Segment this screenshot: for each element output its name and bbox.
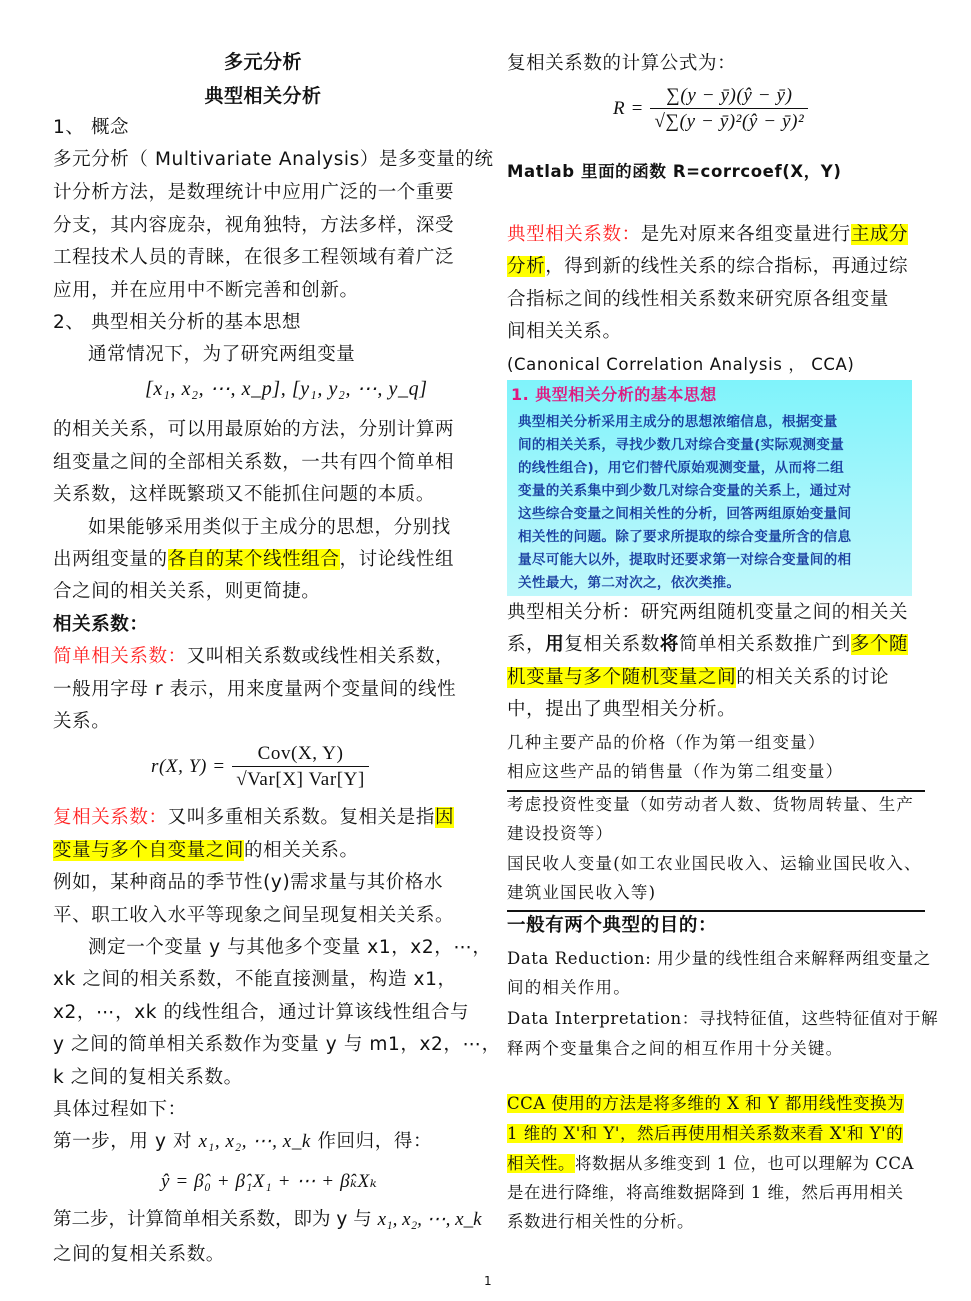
highlight: 因 xyxy=(435,807,455,828)
step2-vars: x₁, x₂, ⋯, x_k xyxy=(377,1209,482,1230)
example-investment-l2: 建设投资等） xyxy=(507,824,614,843)
divider-bottom xyxy=(507,910,925,912)
section-2-heading: 2、 典型相关分析的基本思想 xyxy=(53,312,302,333)
formula-lhs: R = xyxy=(613,98,644,119)
measure-line-3: y 之间的简单相关系数作为变量 y 与 m1，x2，⋯， xyxy=(53,1034,501,1055)
text: 第二步，计算简单相关系数，即为 y 与 xyxy=(53,1209,372,1230)
cca-method-l1 xyxy=(507,1092,904,1116)
box-line-0: 典型相关分析采用主成分的思想浓缩信息，根据变量 xyxy=(518,414,838,430)
multi-corr-line1 xyxy=(53,806,454,830)
s1-line-4: 应用，并在应用中不断完善和创新。 xyxy=(53,280,359,301)
measure-line-2: x2，⋯，xk 的线性组合，通过计算该线性组合与 xyxy=(53,1002,470,1023)
highlight-linear-combo: 各自的某个线性组合 xyxy=(167,549,340,570)
simple-corr-line2: 一般用字母 r 表示，用来度量两个变量间的线性 xyxy=(53,679,457,700)
highlight: CCA 使用的方法是将多维的 X 和 Y 都用线性变换为 xyxy=(507,1094,905,1113)
text: 的相关关系的讨论 xyxy=(736,667,890,688)
s1-line-1: 计分析方法，是数理统计中应用广泛的一个重要 xyxy=(53,182,455,203)
data-reduction-l1: Data Reduction: 用少量的线性组合来解释两组变量之 xyxy=(507,949,931,968)
def-line4: 中，提出了典型相关分析。 xyxy=(507,699,737,720)
highlight: 分析 xyxy=(507,256,546,277)
cca-full-name: (Canonical Correlation Analysis ， CCA) xyxy=(507,355,855,374)
formula-lhs: r(X, Y) = xyxy=(151,756,226,777)
cca-method-l4: 是在进行降维，将高维数据降到 1 维，然后再用相关 xyxy=(507,1183,904,1202)
text: 作回归，得： xyxy=(317,1131,433,1152)
s2-p2-line1: 如果能够采用类似于主成分的思想，分别找 xyxy=(88,517,451,538)
text: 又叫相关系数或线性相关系数， xyxy=(186,646,455,667)
data-interpretation-l2: 释两个变量集合之间的相互作用十分关键。 xyxy=(507,1039,844,1058)
text: 将 xyxy=(659,634,679,655)
canon-line4: 间相关关系。 xyxy=(507,321,622,342)
text: 复相关系数 xyxy=(564,634,660,655)
formula-numerator: ∑(y − ȳ)(ŷ − ȳ) xyxy=(666,85,793,106)
text: 用 xyxy=(545,634,565,655)
s1-line-3: 工程技术人员的青睐，在很多工程领域有着广泛 xyxy=(53,247,455,268)
page-number: 1 xyxy=(484,1274,492,1288)
text: 系， xyxy=(507,634,546,655)
text: 第一步，用 y 对 xyxy=(53,1131,193,1152)
s2-p2-line2 xyxy=(53,548,454,572)
example-income-l1: 国民收人变量(如工农业国民收入、运输业国民收入、 xyxy=(507,854,922,873)
simple-corr-line1 xyxy=(53,645,454,669)
formula-intro: 复相关系数的计算公式为： xyxy=(507,53,737,74)
section-1-heading: 1、 概念 xyxy=(53,117,130,138)
canon-line1 xyxy=(507,223,908,247)
regression-formula: ŷ = β̂₀ + β̂₁X₁ + ⋯ + β̂ₖXₖ xyxy=(161,1171,378,1192)
text: 又叫多重相关系数。复相关是指 xyxy=(167,807,436,828)
def-line1: 典型相关分析：研究两组随机变量之间的相关关 xyxy=(507,602,909,623)
box-line-4: 这些综合变量之间相关性的分析，回答两组原始变量间 xyxy=(518,506,852,522)
canon-line2 xyxy=(507,255,908,279)
s1-line-2: 分支，其内容庞杂，视角独特，方法多样，深受 xyxy=(53,215,455,236)
matlab-line: Matlab 里面的函数 R=corrcoef(X，Y) xyxy=(507,162,842,181)
example-sales: 相应这些产品的销售量（作为第二组变量） xyxy=(507,762,844,781)
text: 的相关关系。 xyxy=(244,840,359,861)
def-line3 xyxy=(507,666,889,690)
data-interpretation-l1: Data Interpretation：寻找特征值，这些特征值对于解 xyxy=(507,1009,939,1028)
highlight: 变量与多个自变量之间 xyxy=(53,840,245,861)
measure-line-0: 测定一个变量 y 与其他多个变量 x1，x2，⋯， xyxy=(88,937,492,958)
simple-corr-formula xyxy=(151,742,369,792)
s2-line-0: 的相关关系，可以用最原始的方法，分别计算两 xyxy=(53,419,455,440)
box-line-6: 量尽可能大以外，提取时还要求第一对综合变量间的相 xyxy=(518,552,852,568)
text: ，讨论线性组 xyxy=(339,549,455,570)
s2-p2-line3: 合之间的相关关系，则更简捷。 xyxy=(53,581,321,602)
simple-corr-line3: 关系。 xyxy=(53,711,111,732)
highlight: 多个随 xyxy=(850,634,909,655)
multi-corr-formula xyxy=(613,84,808,134)
text: ，得到新的线性关系的综合指标，再通过综 xyxy=(545,256,909,277)
measure-line-1: xk 之间的相关系数，不能直接测量，构造 x1， xyxy=(53,969,457,990)
box-line-1: 间的相关关系，寻找少数几对综合变量(实际观测变量 xyxy=(518,437,845,453)
box-line-5: 相关性的问题。除了要求所提取的综合变量所含的信息 xyxy=(518,529,852,545)
multi-corr-line2 xyxy=(53,839,359,863)
formula-denominator: √∑(y − ȳ)²(ŷ − ȳ)² xyxy=(650,108,808,134)
process-heading: 具体过程如下： xyxy=(53,1099,187,1120)
highlight: 主成分 xyxy=(850,224,909,245)
divider-top xyxy=(507,790,925,792)
s2-intro: 通常情况下，为了研究两组变量 xyxy=(88,344,356,365)
example-income-l2: 建筑业国民收入等) xyxy=(507,883,657,902)
def-line2 xyxy=(507,633,908,657)
data-reduction-l2: 间的相关作用。 xyxy=(507,978,631,997)
step1-vars: x₁, x₂, ⋯, x_k xyxy=(198,1131,311,1152)
text: 简单相关系数推广到 xyxy=(678,634,851,655)
text: 将数据从多维变到 1 位，也可以理解为 CCA xyxy=(575,1154,914,1173)
step2-line xyxy=(53,1208,482,1232)
formula-numerator: Cov(X, Y) xyxy=(257,743,344,764)
highlight: 机变量与多个随机变量之间 xyxy=(507,667,737,688)
doc-title: 多元分析 xyxy=(223,51,302,73)
step1-line xyxy=(53,1130,432,1154)
canon-line3: 合指标之间的线性相关系数来研究原各组变量 xyxy=(507,289,890,310)
basic-idea-box xyxy=(507,380,912,596)
s2-line-1: 组变量之间的全部相关系数，一共有四个简单相 xyxy=(53,452,455,473)
box-line-3: 变量的关系集中到少数几对综合变量的关系上，通过对 xyxy=(518,483,852,499)
highlight: 1 维的 X'和 Y'，然后再使用相关系数来看 X'和 Y'的 xyxy=(507,1124,904,1143)
formula-fraction xyxy=(232,742,369,792)
step2-line2: 之间的复相关系数。 xyxy=(53,1244,225,1265)
multi-corr-term: 复相关系数： xyxy=(53,807,168,828)
cca-method-l2 xyxy=(507,1122,903,1146)
example-line-0: 例如，某种商品的季节性(y)需求量与其价格水 xyxy=(53,872,444,893)
purpose-heading: 一般有两个典型的目的： xyxy=(507,915,718,936)
simple-corr-term: 简单相关系数： xyxy=(53,646,187,667)
cca-method-l5: 系数进行相关性的分析。 xyxy=(507,1212,694,1231)
example-investment-l1: 考虑投资性变量（如劳动者人数、货物周转量、生产 xyxy=(507,795,915,814)
variable-sets-formula: [x₁, x₂, ⋯, x_p], [y₁, y₂, ⋯, y_q] xyxy=(145,378,428,400)
corr-heading: 相关系数： xyxy=(53,614,149,635)
text: 是先对原来各组变量进行 xyxy=(640,224,851,245)
text: 出两组变量的 xyxy=(53,549,168,570)
cca-method-l3 xyxy=(507,1152,914,1176)
canon-term: 典型相关系数： xyxy=(507,224,641,245)
measure-line-4: k 之间的复相关系数。 xyxy=(53,1067,243,1088)
box-line-7: 关性最大，第二对次之，依次类推。 xyxy=(518,575,741,591)
example-line-1: 平、职工收入水平等现象之间呈现复相关关系。 xyxy=(53,905,455,926)
s1-line-0: 多元分析（ Multivariate Analysis）是多变量的统 xyxy=(53,149,494,170)
s2-line-2: 关系数，这样既繁琐又不能抓住问题的本质。 xyxy=(53,484,436,505)
formula-denominator: √Var[X] Var[Y] xyxy=(232,766,369,792)
box-line-2: 的线性组合)，用它们替代原始观测变量，从而将二组 xyxy=(518,460,845,476)
formula-fraction xyxy=(650,84,808,134)
box-heading: 1. 典型相关分析的基本思想 xyxy=(511,385,717,404)
example-price: 几种主要产品的价格（作为第一组变量） xyxy=(507,733,826,752)
highlight: 相关性。 xyxy=(507,1154,575,1173)
doc-subtitle: 典型相关分析 xyxy=(204,85,322,107)
